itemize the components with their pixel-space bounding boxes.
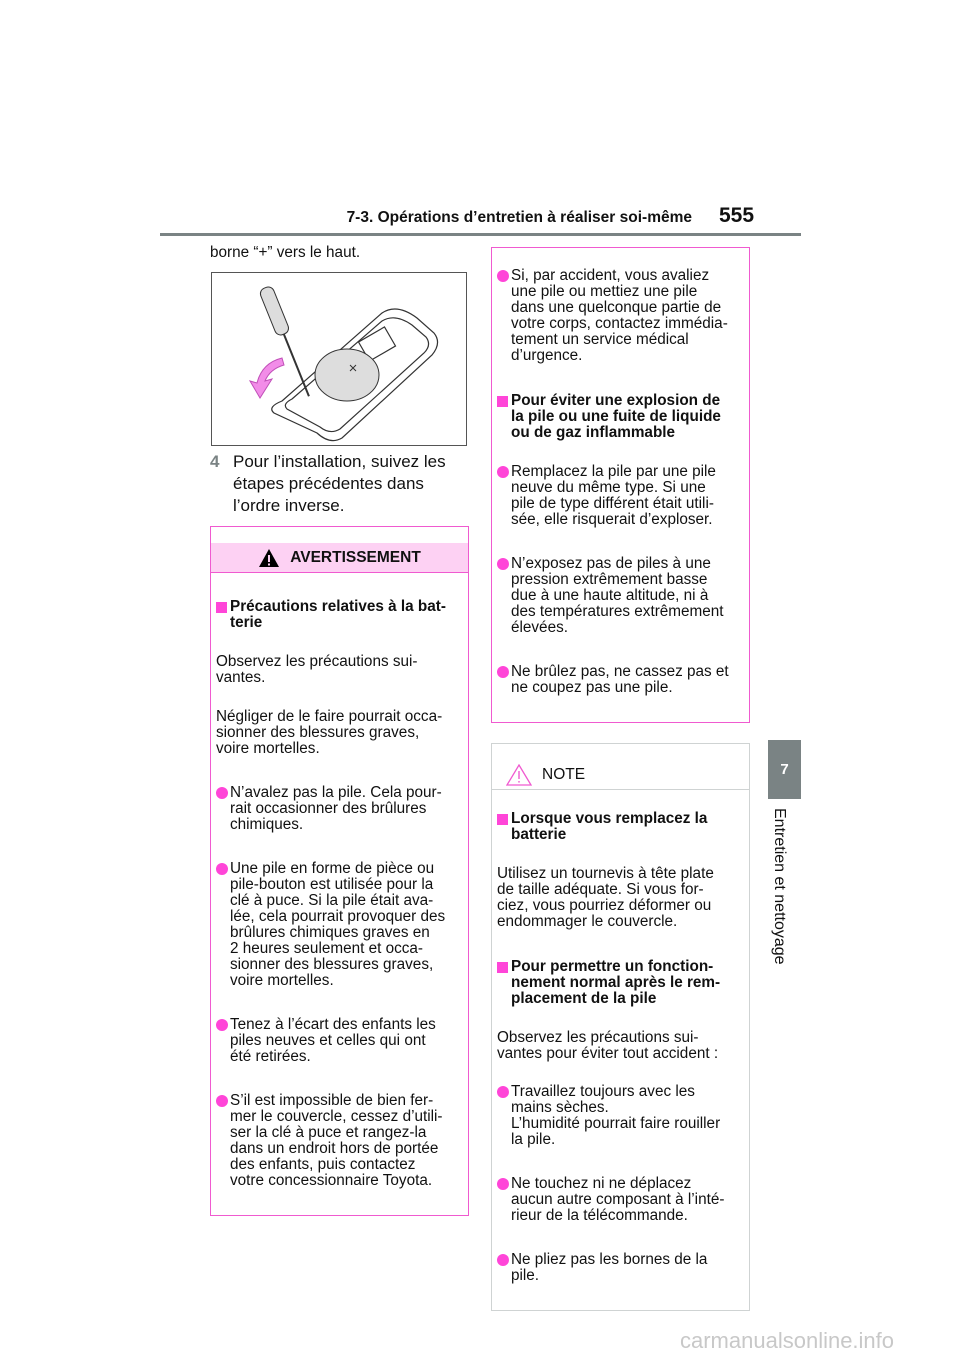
caution-triangle-icon [506, 764, 532, 786]
list-item-text: Ne pliez pas les bornes de la pile. [511, 1251, 708, 1284]
warning-box [210, 526, 469, 1216]
watermark: carmanualsonline.info [680, 1328, 895, 1353]
bullet-icon [216, 1095, 228, 1107]
paragraph: Observez les précautions sui- vantes. [216, 653, 418, 686]
list-item-text: Une pile en forme de pièce ou pile-bouton est utilisée pour la clé à puce. Si la pile était ava- lée, cela pourrait provoquer des brûlures chimiques graves en 2 heures seulement et occa- sionner des blessures graves, voire mortelles. [230, 860, 446, 989]
bullet-icon [497, 1086, 509, 1098]
heading-text: Pour permettre un fonction- nement normal après le rem- placement de la pile [511, 958, 721, 1007]
bullet-icon [497, 270, 509, 282]
note-heading [497, 959, 743, 1007]
list-item [497, 556, 743, 636]
list-item-text: N’exposez pas de piles à une pression extrêmement basse due à une haute altitude, ni à des températures extrêmement élevées. [511, 555, 724, 636]
bullet-icon [497, 466, 509, 478]
page-number: 555 [719, 204, 755, 227]
list-item-text: Si, par accident, vous avaliez une pile ou mettiez une pile dans une quelconque partie de votre corps, contactez immédia- tement un service médical d’urgence. [511, 267, 728, 364]
bullet-icon [216, 863, 228, 875]
paragraph: Négliger de le faire pourrait occa- sionner des blessures graves, voire mortelles. [216, 708, 443, 757]
list-item-text: N’avalez pas la pile. Cela pour- rait occasionner des brûlures chimiques. [230, 784, 442, 833]
heading-text: Précautions relatives à la bat- terie [230, 598, 446, 631]
list-item [497, 464, 743, 528]
list-item [216, 1017, 462, 1065]
step-4 [210, 451, 460, 517]
warning-heading [497, 393, 743, 441]
warning-heading [216, 599, 462, 631]
bullet-icon [497, 558, 509, 570]
note-header [492, 760, 749, 790]
step-text: Pour l’installation, suivez les étapes précédentes dans l’ordre inverse. [233, 452, 446, 515]
chapter-title: Entretien et nettoyage [771, 808, 788, 965]
list-item [497, 268, 743, 364]
list-item-text: Tenez à l’écart des enfants les piles neuves et celles qui ont été retirées. [230, 1016, 436, 1065]
list-item [216, 1093, 462, 1189]
list-item [497, 664, 743, 696]
list-item-text: Travaillez toujours avec les mains sèches. L’humidité pourrait faire rouiller la pile. [511, 1083, 721, 1148]
paragraph: Observez les précautions sui- vantes pour éviter tout accident : [497, 1029, 719, 1062]
warning-box-continued [491, 247, 750, 723]
key-battery-illustration [211, 272, 467, 446]
note-title: NOTE [542, 765, 586, 783]
square-bullet-icon [497, 962, 508, 973]
list-item [216, 785, 462, 833]
square-bullet-icon [497, 396, 508, 407]
intro-text: borne “+” vers le haut. [210, 244, 361, 261]
list-item-text: Ne touchez ni ne déplacez aucun autre composant à l’inté- rieur de la télécommande. [511, 1175, 725, 1224]
square-bullet-icon [216, 602, 227, 613]
step-number: 4 [210, 452, 220, 471]
header-rule [160, 233, 801, 236]
section-title: 7-3. Opérations d’entretien à réaliser soi-même [346, 209, 692, 226]
list-item [497, 1084, 743, 1148]
paragraph: Utilisez un tournevis à tête plate de taille adéquate. Si vous for- ciez, vous pourriez déformer ou endommager le couvercle. [497, 865, 714, 930]
heading-text: Lorsque vous remplacez la batterie [511, 810, 708, 843]
list-item-text: S’il est impossible de bien fer- mer le couvercle, cessez d’utili- ser la clé à puce et rangez-la dans un endroit hors de portée des enfants, puis contactez votre concessionnaire Toyota. [230, 1092, 443, 1189]
list-item [497, 1252, 743, 1284]
list-item-text: Remplacez la pile par une pile neuve du même type. Si une pile de type différent était utili- sée, elle risquerait d’exploser. [511, 463, 716, 528]
heading-text: Pour éviter une explosion de la pile ou une fuite de liquide ou de gaz inflammable [511, 392, 721, 441]
bullet-icon [216, 1019, 228, 1031]
bullet-icon [497, 1178, 509, 1190]
list-item [216, 861, 462, 989]
square-bullet-icon [497, 814, 508, 825]
warning-triangle-icon [258, 548, 280, 568]
note-heading [497, 811, 743, 843]
bullet-icon [497, 1254, 509, 1266]
warning-header [211, 543, 468, 573]
chapter-tab[interactable]: 7 [768, 740, 801, 799]
warning-title: AVERTISSEMENT [290, 548, 421, 566]
bullet-icon [216, 787, 228, 799]
note-box [491, 743, 750, 1311]
list-item [497, 1176, 743, 1224]
list-item-text: Ne brûlez pas, ne cassez pas et ne coupez pas une pile. [511, 663, 729, 696]
bullet-icon [497, 666, 509, 678]
